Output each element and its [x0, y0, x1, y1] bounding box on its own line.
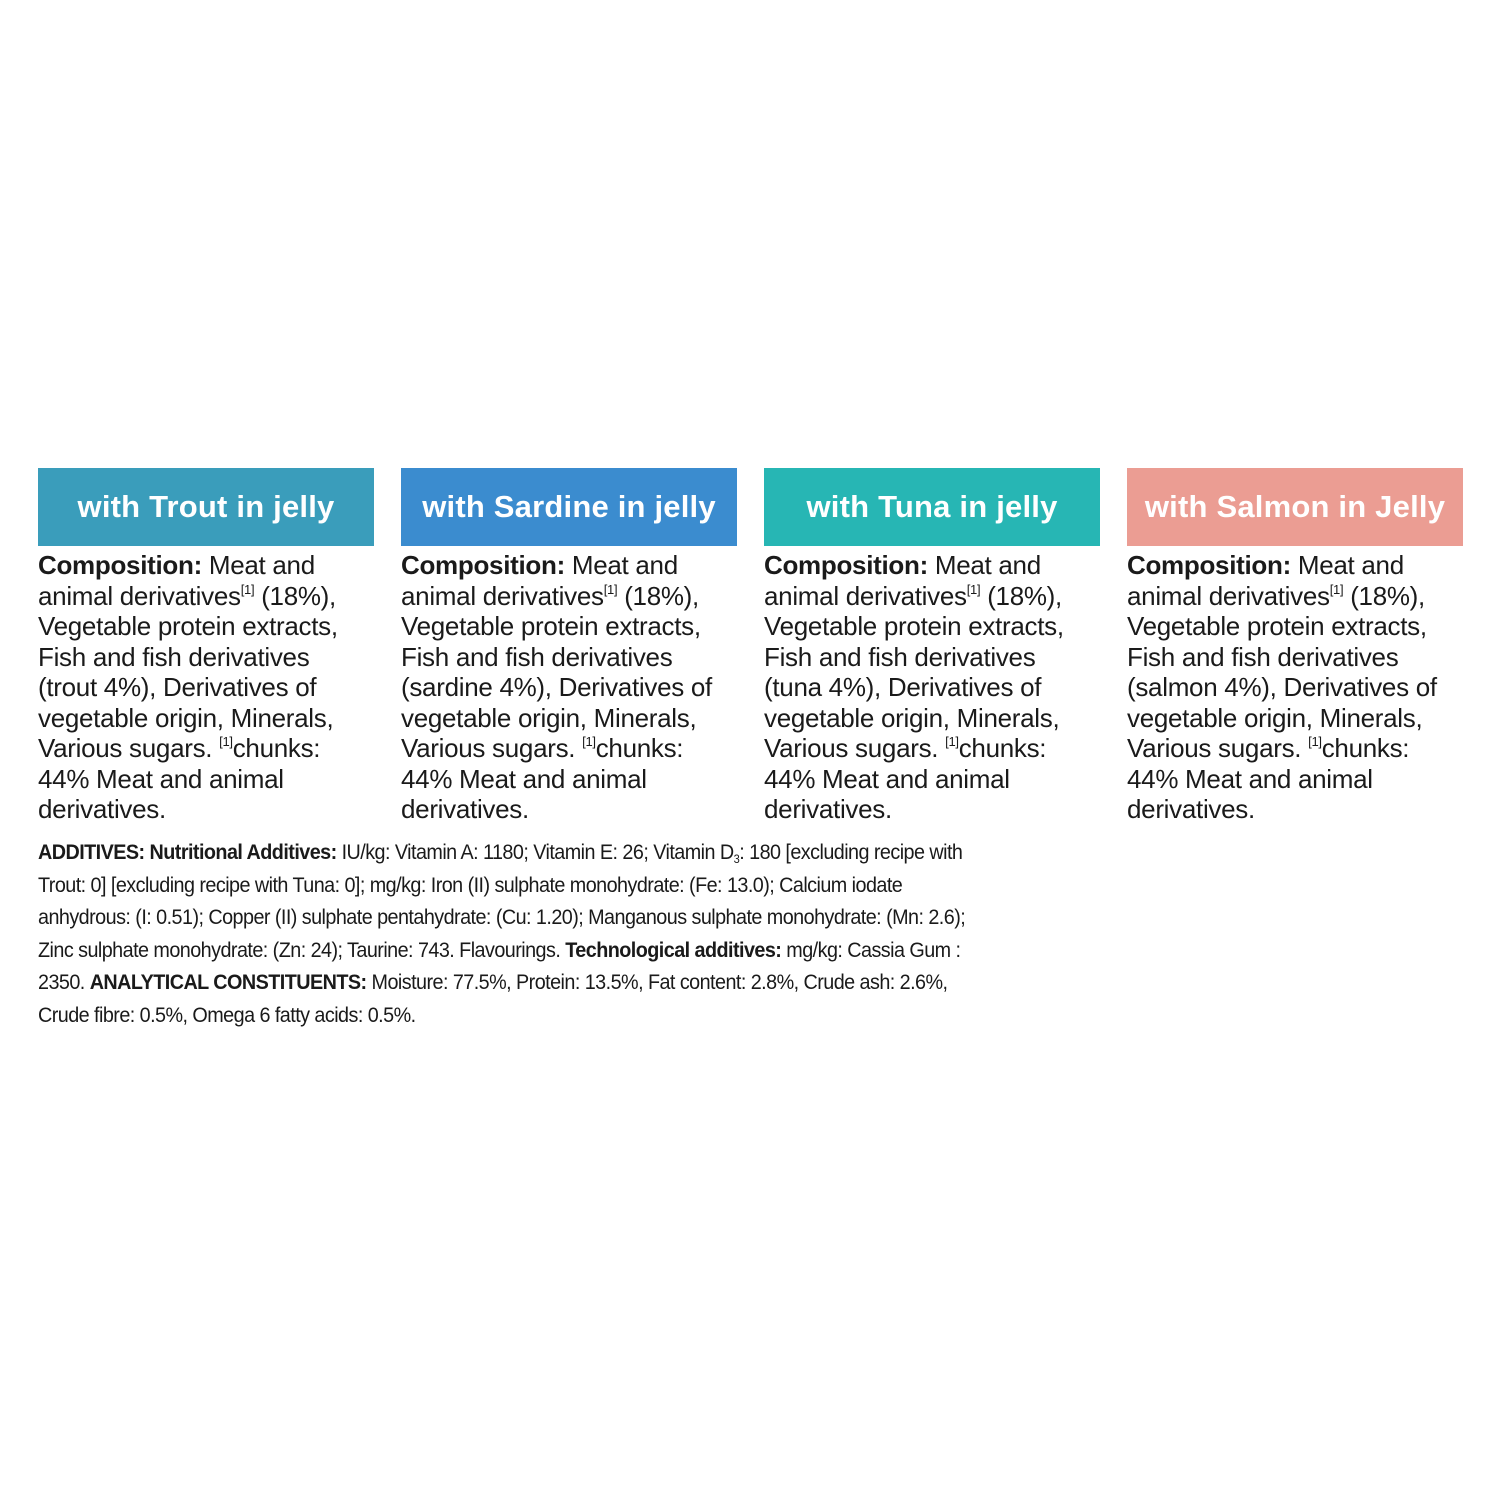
recipe-header-trout: with Trout in jelly	[38, 468, 374, 546]
additives-part: mg/kg: Cassia Gum : 2350.	[38, 937, 961, 994]
composition-part: chunks: 44% Meat and animal derivatives.	[38, 733, 321, 824]
composition-part: (18%), Vegetable protein extracts, Fish and fish derivatives (trout 4%), Derivatives of vegetable origin, Minerals, Various sugars.	[38, 580, 338, 763]
footnote-marker: [1]	[582, 734, 596, 749]
footnote-marker: [1]	[1308, 734, 1322, 749]
recipe-column-salmon	[1127, 468, 1463, 825]
recipe-header-tuna: with Tuna in jelly	[764, 468, 1100, 546]
recipe-column-trout	[38, 468, 374, 825]
composition-text-sardine	[401, 550, 737, 825]
composition-label: Composition:	[401, 550, 565, 580]
composition-part: Meat and animal derivatives	[764, 550, 1041, 611]
analytical-constituents-label: ANALYTICAL CONSTITUENTS:	[89, 970, 367, 994]
composition-text-tuna	[764, 550, 1100, 825]
footnote-marker: [1]	[240, 581, 255, 597]
recipe-header-sardine: with Sardine in jelly	[401, 468, 737, 546]
composition-label: Composition:	[38, 550, 202, 580]
composition-label: Composition:	[1127, 550, 1291, 580]
composition-part: (18%), Vegetable protein extracts, Fish and fish derivatives (tuna 4%), Derivatives of vegetable origin, Minerals, Various sugars.	[764, 580, 1064, 763]
footnote-marker: [1]	[1329, 581, 1344, 597]
additives-part: IU/kg: Vitamin A: 1180; Vitamin E: 26; Vitamin D	[336, 840, 734, 864]
technological-additives-label: Technological additives:	[565, 937, 782, 962]
composition-label: Composition:	[764, 550, 928, 580]
composition-part: chunks: 44% Meat and animal derivatives.	[401, 733, 684, 824]
composition-part: (18%), Vegetable protein extracts, Fish and fish derivatives (sardine 4%), Derivatives of vegetable origin, Minerals, Various sugars.	[401, 580, 712, 763]
footnote-marker: [1]	[603, 581, 618, 597]
additives-label: ADDITIVES: Nutritional Additives:	[38, 840, 337, 864]
recipe-column-tuna	[764, 468, 1100, 825]
composition-part: chunks: 44% Meat and animal derivatives.	[1127, 733, 1410, 824]
additives-part: Moisture: 77.5%, Protein: 13.5%, Fat content: 2.8%, Crude ash: 2.6%, Crude fibre: 0.5%, Omega 6 fatty acids: 0.5%.	[38, 970, 948, 1027]
composition-part: Meat and animal derivatives	[401, 550, 678, 611]
footnote-marker: [1]	[219, 734, 233, 749]
composition-text-trout	[38, 550, 374, 825]
additives-part: : 180 [excluding recipe with Trout: 0] [excluding recipe with Tuna: 0]; mg/kg: Iron (II) sulphate monohydrate: (Fe: 13.0); Calcium iodate anhydrous: (I: 0.51); Copper (II) sulphate pentahydrate: (Cu: 1.20); Manganous sulphate monohydrate: (Mn: 2.6); Zinc sulphate monohydrate: (Zn: 24); Taurine: 743. Flavourings.	[38, 840, 966, 962]
composition-part: Meat and animal derivatives	[38, 550, 315, 611]
recipe-column-sardine	[401, 468, 737, 825]
recipe-header-salmon: with Salmon in Jelly	[1127, 468, 1463, 546]
additives-text	[38, 836, 995, 1031]
vitamin-d-subscript: 3	[733, 852, 740, 866]
composition-part: chunks: 44% Meat and animal derivatives.	[764, 733, 1047, 824]
composition-panel	[38, 468, 1462, 1028]
footnote-marker: [1]	[966, 581, 981, 597]
footnote-marker: [1]	[945, 734, 959, 749]
composition-text-salmon	[1127, 550, 1463, 825]
composition-part: (18%), Vegetable protein extracts, Fish and fish derivatives (salmon 4%), Derivatives of vegetable origin, Minerals, Various sugars.	[1127, 580, 1437, 763]
composition-part: Meat and animal derivatives	[1127, 550, 1404, 611]
